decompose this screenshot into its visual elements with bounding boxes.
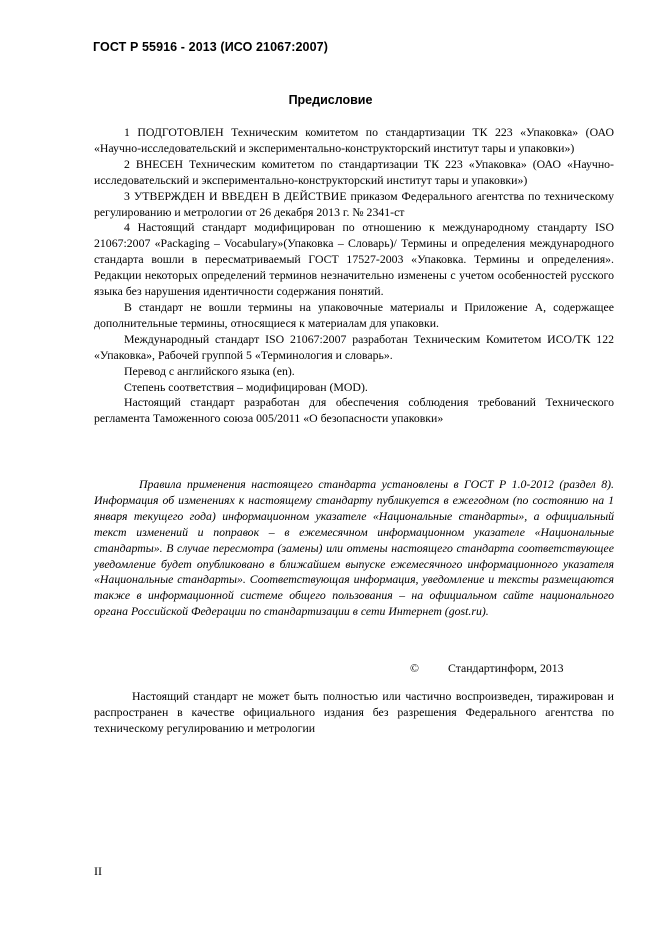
- preface-item-2: 2 ВНЕСЕН Техническим комитетом по стандартизации ТК 223 «Упаковка» (ОАО «Научно-исследовательский и экспериментально-конструкторский институт тары и упаковки»): [94, 156, 614, 187]
- preface-item-4-excluded-terms: В стандарт не вошли термины на упаковочные материалы и Приложение А, содержащее дополнительные термины, относящиеся к материалам для упаковки.: [94, 299, 614, 330]
- document-header: ГОСТ Р 55916 - 2013 (ИСО 21067:2007): [93, 40, 328, 54]
- preface-item-4-conformity: Степень соответствия – модифицирован (MOD).: [124, 379, 368, 394]
- page-title: Предисловие: [288, 93, 373, 107]
- application-rules-notice: Правила применения настоящего стандарта установлены в ГОСТ Р 1.0-2012 (раздел 8). Информация об изменениях к настоящему стандарту публикуется в ежегодном (по состоянию на 1 января текущего года) информационном указателе «Национальные стандарты», а официальный текст изменений и поправок – в ежемесячном информационном указателе «Национальные стандарты». В случае пересмотра (замены) или отмены настоящего стандарта соответствующее уведомление будет опубликовано в ближайшем выпуске ежемесячного информационного указателя «Национальные стандарты». Соответствующая информация, уведомление и тексты размещаются также в информационной системе общего пользования – на официальном сайте национального органа Российской Федерации по стандартизации в сети Интернет (gost.ru).: [94, 477, 614, 619]
- preface-item-4: 4 Настоящий стандарт модифицирован по отношению к международному стандарту ISO 21067:2007 «Packaging – Vocabulary»(Упаковка – Словарь)/ Термины и определения международного стандарта вошли в пересматриваемый ГОСТ 17527-2003 «Упаковка. Термины и определения». Редакции некоторых определений терминов незначительно изменены с учетом особенностей русского языка без нарушения идентичности содержания понятий.: [94, 220, 614, 299]
- preface-section: [94, 125, 614, 427]
- page-number: II: [94, 864, 102, 878]
- preface-item-3: 3 УТВЕРЖДЕН И ВВЕДЕН В ДЕЙСТВИЕ приказом Федерального агентства по техническому регулированию и метрологии от 26 декабря 2013 г. № 2341-ст: [94, 188, 614, 219]
- copyright-holder: Стандартинформ, 2013: [448, 661, 564, 675]
- copyright-symbol: ©: [410, 661, 419, 675]
- preface-item-4-regulation: Настоящий стандарт разработан для обеспечения соблюдения требований Технического регламента Таможенного союза 005/2011 «О безопасности упаковки»: [94, 395, 614, 426]
- reproduction-notice: Настоящий стандарт не может быть полностью или частично воспроизведен, тиражирован и распространен в качестве официального издания без разрешения Федерального агентства по техническому регулированию и метрологии: [94, 689, 614, 735]
- preface-item-4-translation: Перевод с английского языка (en).: [124, 363, 295, 378]
- copyright-line: [410, 661, 564, 676]
- preface-item-4-developer: Международный стандарт ISO 21067:2007 разработан Техническим Комитетом ИСО/ТК 122 «Упаковка», Рабочей группой 5 «Терминология и словарь».: [94, 331, 614, 362]
- preface-item-1: 1 ПОДГОТОВЛЕН Техническим комитетом по стандартизации ТК 223 «Упаковка» (ОАО «Научно-исследовательский и экспериментально-конструкторский институт тары и упаковки»): [94, 125, 614, 155]
